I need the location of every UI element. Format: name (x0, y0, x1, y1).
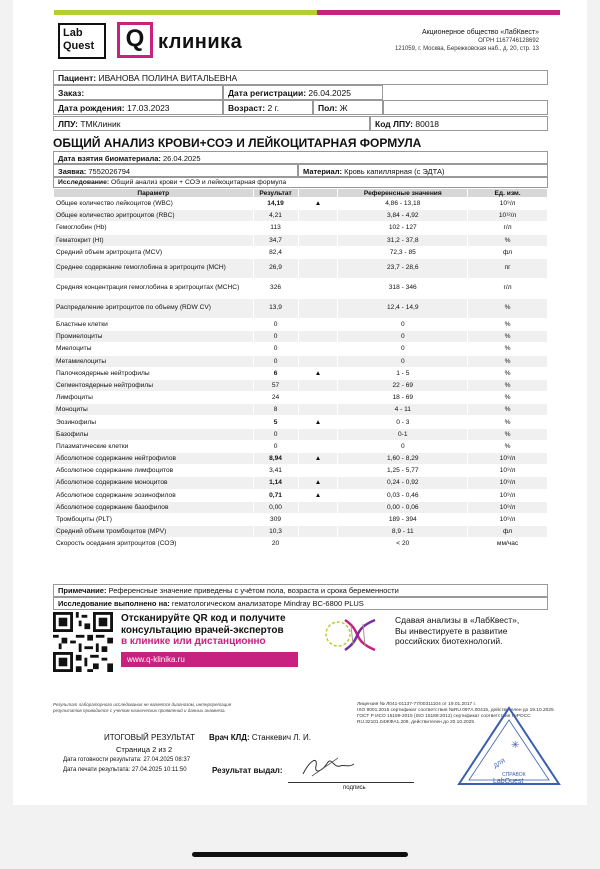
result-value: 24 (253, 392, 298, 404)
table-row (54, 526, 548, 538)
param-name: Гемоглобин (Hb) (54, 222, 254, 234)
dna-icon (323, 612, 385, 657)
table-row (54, 198, 548, 210)
param-name: Плазматические клетки (54, 440, 254, 452)
table-row (54, 278, 548, 298)
issued-label: Результат выдал: (212, 766, 283, 775)
param-name: Средняя концентрация гемоглобина в эритроцитах (MCHC) (54, 278, 254, 298)
reference-range: 0 (338, 331, 468, 343)
patient-row: Пациент: ИВАНОВА ПОЛИНА ВИТАЛЬЕВНА (53, 70, 548, 85)
result-value: 6 (253, 367, 298, 379)
age-field: Возраст: 2 г. (223, 100, 313, 115)
reference-range: 12,4 - 14,9 (338, 298, 468, 318)
unit: 10¹²/л (468, 210, 548, 222)
result-value: 8 (253, 404, 298, 416)
table-row (54, 355, 548, 367)
license-info: Лицензия № Л041-01137-77/00311104 от 19.01.2017 г. ISO 9001:2015 сертификат соответствия №RU.097A.00415, действителен до 19.10.2025 ГОСТ Р ИСО 15189-2015 (ISO 15189:2012) сертификат соответствия №РОСС RU.32101.04ЖФА1.209, действителен до 20.10.2025 (357, 702, 554, 725)
reference-range: 18 - 69 (338, 392, 468, 404)
page-title: ОБЩИЙ АНАЛИЗ КРОВИ+СОЭ И ЛЕЙКОЦИТАРНАЯ ФОРМУЛА (53, 136, 422, 150)
reference-range: 0,03 - 0,46 (338, 489, 468, 501)
reference-range: < 20 (338, 538, 468, 550)
flag-arrow-icon (298, 331, 338, 343)
qr-code-icon[interactable] (53, 612, 113, 672)
unit: % (468, 404, 548, 416)
flag-arrow-icon (298, 246, 338, 258)
result-value: 0 (253, 331, 298, 343)
svg-text:СПРАВОК: СПРАВОК (502, 772, 526, 778)
result-value: 8,94 (253, 453, 298, 465)
page-number: Страница 2 из 2 (116, 745, 173, 754)
unit: % (468, 234, 548, 246)
col-parameter: Параметр (54, 189, 254, 198)
promo-text: Отсканируйте QR код и получите консультацию врачей-экспертов в клинике или дистанционно (121, 613, 286, 647)
unit: % (468, 428, 548, 440)
lpu-field: ЛПУ: ТМКлиник (53, 116, 370, 131)
result-value: 0,00 (253, 501, 298, 513)
unit: 10⁹/л (468, 453, 548, 465)
param-name: Абсолютное содержание эозинофилов (54, 489, 254, 501)
table-row (54, 404, 548, 416)
table-row (54, 513, 548, 525)
table-row (54, 234, 548, 246)
registration-date: Дата регистрации: 26.04.2025 (223, 85, 383, 100)
flag-arrow-icon (298, 465, 338, 477)
order-field: Заказ: (53, 85, 223, 100)
table-row (54, 489, 548, 501)
table-row (54, 222, 548, 234)
param-name: Средний объем эритроцита (MCV) (54, 246, 254, 258)
flag-arrow-icon (298, 298, 338, 318)
unit: мм/час (468, 538, 548, 550)
result-value: 0,71 (253, 489, 298, 501)
reference-range: 0,00 - 0,06 (338, 501, 468, 513)
birth-date: Дата рождения: 17.03.2023 (53, 100, 223, 115)
unit: 10⁹/л (468, 513, 548, 525)
table-row (54, 246, 548, 258)
reference-range: 31,2 - 37,8 (338, 234, 468, 246)
stamp-icon (455, 706, 563, 788)
promo-biotech-text: Сдавая анализы в «ЛабКвест», Вы инвестируете в развитие российских биотехнологий. (395, 615, 520, 646)
unit: % (468, 379, 548, 391)
param-name: Лимфоциты (54, 392, 254, 404)
table-row (54, 392, 548, 404)
table-row (54, 258, 548, 278)
flag-arrow-icon (298, 404, 338, 416)
param-name: Абсолютное содержание нейтрофилов (54, 453, 254, 465)
flag-arrow-icon (298, 428, 338, 440)
reference-range: 189 - 394 (338, 513, 468, 525)
svg-text:✳: ✳ (511, 740, 520, 751)
flag-arrow-icon (298, 355, 338, 367)
reference-range: 4 - 11 (338, 404, 468, 416)
param-name: Моноциты (54, 404, 254, 416)
reference-range: 0 (338, 355, 468, 367)
flag-arrow-icon: ▲ (298, 489, 338, 501)
flag-arrow-icon (298, 234, 338, 246)
param-name: Палочкоядерные нейтрофилы (54, 367, 254, 379)
flag-arrow-icon (298, 392, 338, 404)
signature-icon (298, 752, 358, 780)
labquest-logo: Lab Quest (58, 23, 106, 59)
result-value: 3,41 (253, 465, 298, 477)
final-result-label: ИТОГОВЫЙ РЕЗУЛЬТАТ (104, 733, 195, 742)
flag-arrow-icon (298, 513, 338, 525)
table-row (54, 428, 548, 440)
table-header-row (54, 189, 548, 198)
result-value: 4,21 (253, 210, 298, 222)
q-logo-icon: Q (117, 22, 153, 58)
param-name: Бластные клетки (54, 318, 254, 330)
result-value: 34,7 (253, 234, 298, 246)
flag-arrow-icon (298, 278, 338, 298)
home-indicator[interactable] (192, 852, 408, 857)
results-table (53, 188, 548, 551)
unit: % (468, 331, 548, 343)
result-value: 0 (253, 343, 298, 355)
table-row (54, 453, 548, 465)
result-value: 1,14 (253, 477, 298, 489)
unit: % (468, 343, 548, 355)
param-name: Абсолютное содержание моноцитов (54, 477, 254, 489)
result-value: 326 (253, 278, 298, 298)
reference-range: 0,24 - 0,92 (338, 477, 468, 489)
table-row (54, 465, 548, 477)
empty-field (383, 100, 548, 115)
flag-arrow-icon (298, 379, 338, 391)
doctor-field: Врач КЛД: Станкевич Л. И. (209, 733, 311, 742)
unit: % (468, 440, 548, 452)
param-name: Метамиелоциты (54, 355, 254, 367)
unit: 10⁹/л (468, 501, 548, 513)
result-value: 0 (253, 428, 298, 440)
col-flag (298, 189, 338, 198)
result-value: 0 (253, 355, 298, 367)
reference-range: 1,60 - 8,29 (338, 453, 468, 465)
col-reference: Референсные значения (338, 189, 468, 198)
table-row (54, 538, 548, 550)
flag-arrow-icon (298, 440, 338, 452)
param-name: Сегментоядерные нейтрофилы (54, 379, 254, 391)
table-row (54, 379, 548, 391)
unit: 10⁹/л (468, 477, 548, 489)
flag-arrow-icon: ▲ (298, 367, 338, 379)
unit: % (468, 298, 548, 318)
flag-arrow-icon (298, 526, 338, 538)
reference-range: 102 - 127 (338, 222, 468, 234)
result-value: 26,9 (253, 258, 298, 278)
promo-url-link[interactable]: www.q-klinika.ru (121, 652, 298, 667)
study-field: Исследование: Общий анализ крови + СОЭ и лейкоцитарная формула (53, 177, 548, 188)
table-row (54, 298, 548, 318)
reference-range: 1 - 5 (338, 367, 468, 379)
param-name: Среднее содержание гемоглобина в эритроците (MCH) (54, 258, 254, 278)
flag-arrow-icon (298, 210, 338, 222)
material-field: Материал: Кровь капиллярная (с ЭДТА) (298, 164, 548, 177)
print-date: Дата печати результата: 27.04.2025 10:11:50 (63, 767, 187, 773)
reference-range: 8,9 - 11 (338, 526, 468, 538)
reference-range: 1,25 - 5,77 (338, 465, 468, 477)
table-row (54, 367, 548, 379)
unit: фл (468, 526, 548, 538)
result-value: 113 (253, 222, 298, 234)
param-name: Общее количество эритроцитов (RBC) (54, 210, 254, 222)
unit: 10⁹/л (468, 465, 548, 477)
unit: г/л (468, 222, 548, 234)
note-row: Примечание: Референсные значение приведены с учётом пола, возраста и срока беременности (53, 584, 548, 597)
reference-range: 318 - 346 (338, 278, 468, 298)
table-row (54, 416, 548, 428)
result-value: 57 (253, 379, 298, 391)
table-row (54, 440, 548, 452)
unit: пг (468, 258, 548, 278)
request-number: Заявка: 7552026794 (53, 164, 298, 177)
table-row (54, 501, 548, 513)
unit: % (468, 392, 548, 404)
param-name: Распределение эритроцитов по объему (RDW CV) (54, 298, 254, 318)
flag-arrow-icon (298, 501, 338, 513)
flag-arrow-icon (298, 343, 338, 355)
param-name: Тромбоциты (PLT) (54, 513, 254, 525)
result-value: 0 (253, 440, 298, 452)
lpu-code-field: Код ЛПУ: 80018 (370, 116, 548, 131)
reference-range: 23,7 - 28,6 (338, 258, 468, 278)
param-name: Эозинофилы (54, 416, 254, 428)
unit: фл (468, 246, 548, 258)
flag-arrow-icon: ▲ (298, 198, 338, 210)
flag-arrow-icon (298, 222, 338, 234)
table-row (54, 318, 548, 330)
table-row (54, 477, 548, 489)
reference-range: 0 - 3 (338, 416, 468, 428)
reference-range: 0 (338, 440, 468, 452)
result-value: 309 (253, 513, 298, 525)
param-name: Гематокрит (Ht) (54, 234, 254, 246)
unit: г/л (468, 278, 548, 298)
unit: % (468, 416, 548, 428)
param-name: Общее количество лейкоцитов (WBC) (54, 198, 254, 210)
ready-date: Дата готовности результата: 27.04.2025 08:37 (63, 757, 191, 763)
disclaimer: Результат лабораторного исследования не является диагнозом, интерпретация результатов проводится с учетом клинических проявлений и данных анамнеза. (53, 702, 232, 713)
analyzer-row: Исследование выполнено на: гематологическом анализаторе Mindray BC-6800 PLUS (53, 597, 548, 610)
signature-line (288, 782, 414, 783)
unit: % (468, 355, 548, 367)
unit: % (468, 318, 548, 330)
result-value: 10,3 (253, 526, 298, 538)
flag-arrow-icon (298, 538, 338, 550)
result-value: 20 (253, 538, 298, 550)
result-value: 13,9 (253, 298, 298, 318)
brand-bar-magenta (317, 10, 560, 15)
company-info: Акционерное общество «ЛабКвест» ОГРН 1167746128692 121059, г. Москва, Бережковская наб., д. 20, стр. 13 (394, 29, 539, 52)
sample-date: Дата взятия биоматериала: 26.04.2025 (53, 151, 548, 164)
param-name: Средний объем тромбоцитов (MPV) (54, 526, 254, 538)
param-name: Абсолютное содержание лимфоцитов (54, 465, 254, 477)
param-name: Скорость оседания эритроцитов (СОЭ) (54, 538, 254, 550)
svg-text:ДЛЯ: ДЛЯ (493, 758, 507, 770)
reference-range: 72,3 - 85 (338, 246, 468, 258)
param-name: Абсолютное содержание базофилов (54, 501, 254, 513)
result-value: 82,4 (253, 246, 298, 258)
col-result: Результат (253, 189, 298, 198)
reference-range: 22 - 69 (338, 379, 468, 391)
reference-range: 0-1 (338, 428, 468, 440)
reference-range: 4,86 - 13,18 (338, 198, 468, 210)
sex-field: Пол: Ж (313, 100, 383, 115)
flag-arrow-icon: ▲ (298, 416, 338, 428)
flag-arrow-icon: ▲ (298, 477, 338, 489)
reference-range: 0 (338, 343, 468, 355)
flag-arrow-icon (298, 318, 338, 330)
table-row (54, 210, 548, 222)
table-row (54, 343, 548, 355)
result-value: 14,19 (253, 198, 298, 210)
result-value: 0 (253, 318, 298, 330)
unit: 10⁹/л (468, 198, 548, 210)
signature-caption: подпись (343, 785, 366, 791)
table-row (54, 331, 548, 343)
svg-text:LabQuest: LabQuest (493, 778, 524, 785)
flag-arrow-icon: ▲ (298, 453, 338, 465)
unit: % (468, 367, 548, 379)
param-name: Миелоциты (54, 343, 254, 355)
result-value: 5 (253, 416, 298, 428)
reference-range: 3,84 - 4,92 (338, 210, 468, 222)
param-name: Базофилы (54, 428, 254, 440)
reference-range: 0 (338, 318, 468, 330)
flag-arrow-icon (298, 258, 338, 278)
unit: 10⁹/л (468, 489, 548, 501)
brand-bar-lime (54, 10, 317, 15)
klinika-logo-text: клиника (158, 31, 243, 53)
col-unit: Ед. изм. (468, 189, 548, 198)
param-name: Промиелоциты (54, 331, 254, 343)
